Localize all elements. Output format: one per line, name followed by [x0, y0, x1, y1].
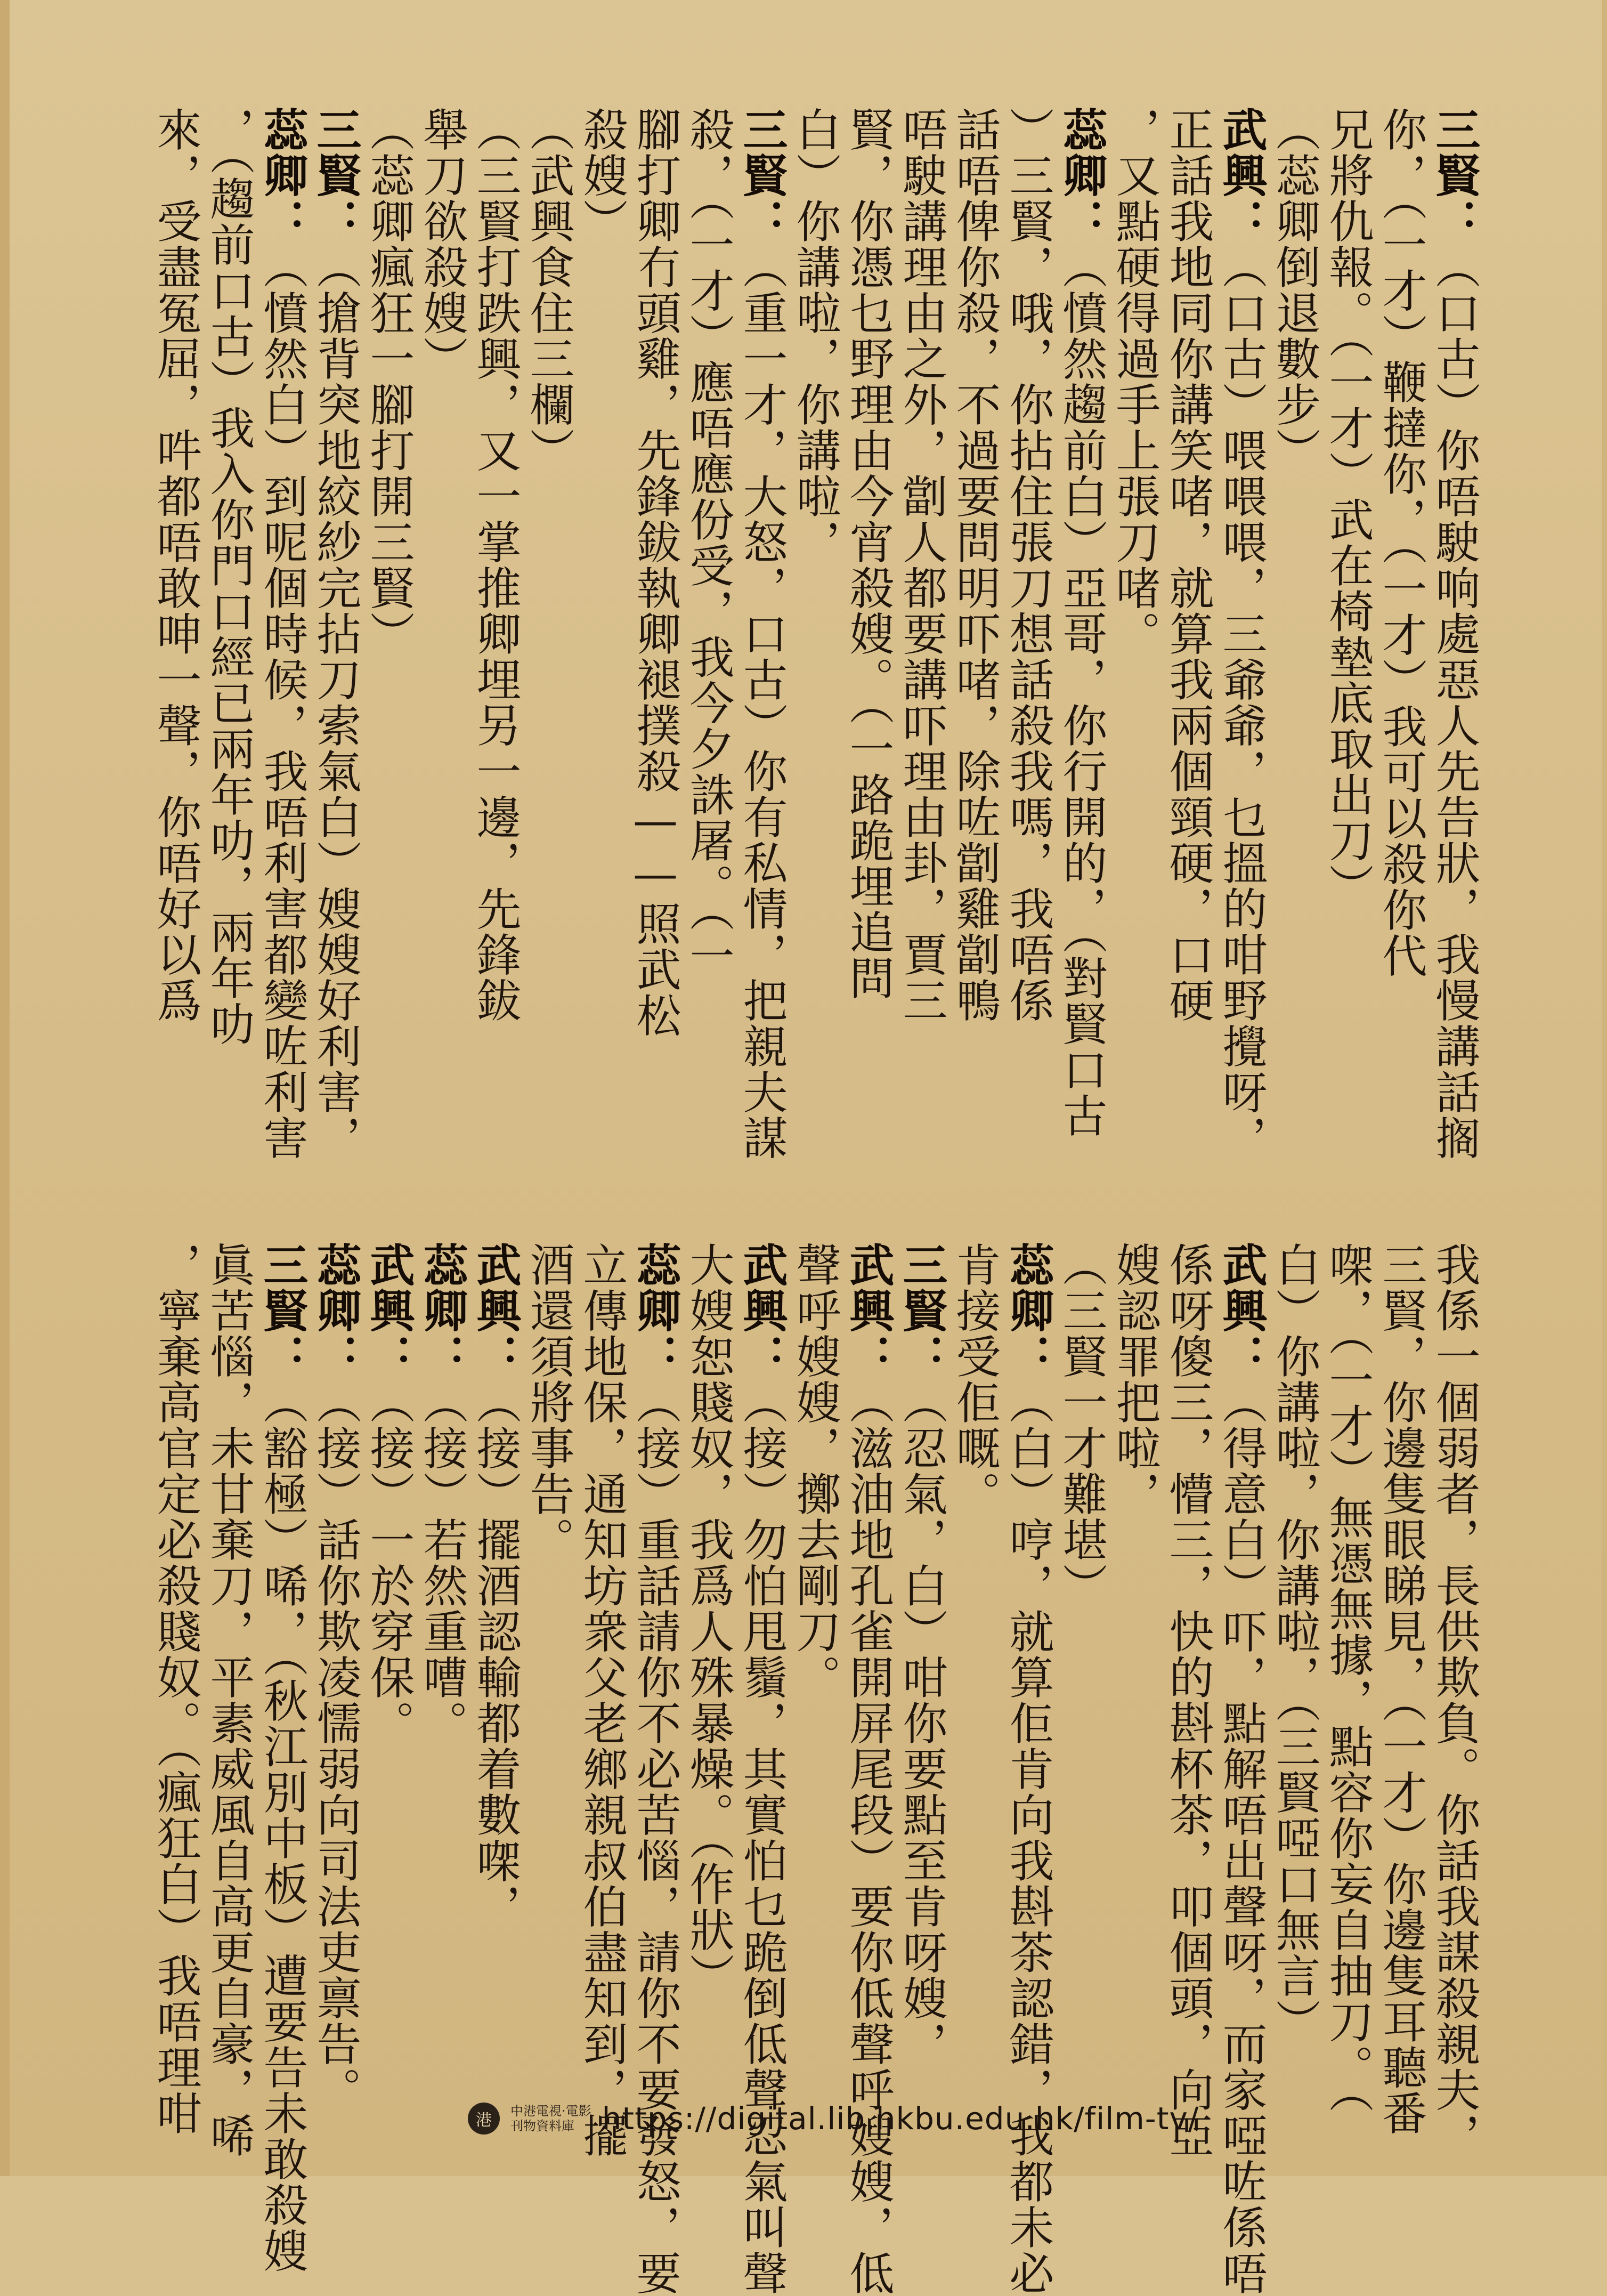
speaker-label: 蕊卿： [1002, 1242, 1055, 1379]
script-line [949, 107, 1001, 1135]
script-line [1056, 107, 1108, 1138]
script-line [470, 1242, 521, 2121]
line-text: 殺，（一才）應唔應份受，我今夕誅屠。（一 [683, 107, 735, 979]
line-text: 白）你講啦，你講啦， [789, 107, 841, 565]
line-text: 唔駛講理由之外，劏人都要講吓理由卦，賈三 [896, 107, 948, 1023]
script-line [1429, 1242, 1481, 2158]
script-line [1322, 107, 1374, 1135]
line-text: （豁極）唏，（秋江別中板）遭要告未敢殺嫂 [256, 1379, 309, 2274]
line-text: （得意白）吓，點解唔出聲呀，而家啞咗係唔 [1215, 1379, 1268, 2296]
script-line [417, 107, 468, 1135]
script-line [683, 107, 734, 1135]
line-text: 我係一個弱者，長供欺負。你話我謀殺親夫， [1429, 1242, 1481, 2158]
line-text: （接）重話請你不必苦惱，請你不要發怒，要 [629, 1379, 681, 2296]
script-line [1162, 1242, 1214, 2158]
line-text: （三賢打跌興，又一掌推卿埋另一邊，先鋒鈸 [469, 107, 522, 1023]
script-line [523, 1242, 574, 2121]
script-line [843, 107, 894, 1135]
script-line [1215, 1242, 1268, 2296]
script-line [203, 1242, 255, 2158]
line-text: （忍氣，白）咁你要點至肯呀嫂， [896, 1379, 948, 2067]
speaker-label: 武興： [842, 1242, 895, 1379]
line-text: ，又點硬得過手上張刀啫。 [1109, 107, 1161, 657]
speaker-label: 武興： [1215, 1242, 1268, 1379]
line-text: （蕊卿倒退數步） [1269, 107, 1321, 473]
script-line [310, 107, 362, 1161]
line-text: （口古）你唔駛响處惡人先告狀，我慢講話搁 [1429, 244, 1481, 1161]
script-line [1375, 1242, 1427, 2136]
line-text: ）三賢，哦，你拈住張刀想話殺我嗎，我唔係 [1002, 107, 1054, 1023]
top-text-block [150, 107, 1481, 1161]
speaker-label: 蕊卿： [256, 107, 309, 244]
script-line [629, 1242, 682, 2296]
script-line [1269, 1242, 1320, 2121]
line-text: （口古）喂喂喂，三爺爺，乜搵的咁野攪呀， [1215, 244, 1268, 1161]
line-text: （滋油地孔雀開屏尾段）要你低聲呼嫂嫂，低 [842, 1379, 895, 2296]
line-text: 兄將仇報。（一才）武在椅墊底取出刀） [1322, 107, 1374, 909]
line-text: 係呀傻三，懵三，快的斟杯茶，叩個頭，向亞 [1162, 1242, 1214, 2158]
script-line [1056, 1242, 1107, 2121]
script-line [1322, 1242, 1374, 2121]
source-url[interactable]: https://digital.lib.hkbu.edu.hk/film-tv/ [602, 2100, 1199, 2137]
line-text: 酒還須將事告。 [523, 1242, 575, 1563]
line-text: （接）話你欺凌懦弱向司法吏禀告。 [310, 1379, 362, 2113]
line-text: （白）哼，就算佢肯向我斟茶認錯，我都未必 [1002, 1379, 1054, 2296]
script-line [256, 1242, 309, 2274]
speaker-label: 三賢： [1429, 107, 1481, 244]
script-line [204, 107, 255, 1135]
script-line [150, 107, 201, 1135]
speaker-label: 武興： [469, 1242, 522, 1379]
line-text: 你，（一才）鞭撻你，（一才）我可以殺你代 [1375, 107, 1427, 979]
line-text: 話唔俾你殺，不過要問明吓啫，除咗劏雞劏鴨 [949, 107, 1001, 1023]
script-line [736, 1242, 789, 2296]
script-line [842, 1242, 895, 2296]
line-text: （接）若然重嘈。 [416, 1379, 468, 1746]
line-text: 眞苦惱，未甘棄刀，平素威風自高更自豪，唏 [203, 1242, 255, 2158]
script-line [1109, 1242, 1160, 2121]
line-text: （接）擺酒認輸都着數㗎， [469, 1379, 522, 1929]
line-text: （蕊卿瘋狂一腳打開三賢） [363, 107, 415, 657]
line-text: （武興食住三欄） [523, 107, 575, 473]
line-text: 正話我地同你講笑啫，就算我兩個頸硬，口硬 [1162, 107, 1214, 1023]
line-text: 嫂認罪把啦， [1109, 1242, 1161, 1517]
line-text: 腳打卿冇頭雞，先鋒鈸執卿褪撲殺——照武松 [629, 107, 681, 1038]
script-line [1109, 107, 1160, 1135]
line-text: 大嫂恕賤奴，我爲人殊暴燥。（作狀） [683, 1242, 735, 1999]
script-line [896, 1242, 947, 2121]
script-line [1376, 107, 1427, 1135]
script-line [256, 107, 309, 1161]
script-line [363, 107, 415, 1135]
line-text: 來，受盡冤屈，吽都唔敢呻一聲，你唔好以爲 [150, 107, 202, 1023]
script-line [150, 1242, 202, 2136]
line-text: 白）你講啦，你講啦，（三賢啞口無言） [1269, 1242, 1321, 2044]
line-text: 殺嫂） [576, 107, 628, 244]
script-line [949, 1242, 1001, 2121]
line-text: 賢，你憑乜野理由今宵殺嫂。（一路跪埋追問 [842, 107, 895, 1001]
line-text: 㗎，（一才）無憑無據，點容你妄自抽刀。（ [1322, 1242, 1374, 2114]
speaker-label: 蕊卿： [310, 1242, 362, 1379]
line-text: 舉刀欲殺嫂） [416, 107, 468, 382]
speaker-label: 武興： [363, 1242, 416, 1379]
speaker-label: 武興： [736, 1242, 789, 1379]
speaker-label: 蕊卿： [416, 1242, 469, 1379]
speaker-label: 三賢： [896, 1242, 948, 1379]
speaker-label: 三賢： [310, 107, 362, 244]
script-line [896, 107, 947, 1135]
script-line [1429, 107, 1481, 1161]
line-text: （三賢一才難堪） [1056, 1242, 1108, 1608]
line-text: 立傳地保，通知坊衆父老鄉親叔伯盡知到，擺 [576, 1242, 628, 2158]
speaker-label: 武興： [1215, 107, 1268, 244]
line-text: （接）一於穿保。 [363, 1379, 415, 1746]
library-logo-icon: 港 [468, 2103, 500, 2135]
footer-watermark [468, 2095, 1199, 2143]
script-line [363, 1242, 415, 2121]
speaker-label: 蕊卿： [1056, 107, 1108, 244]
line-text: 肯接受佢嘅。 [949, 1242, 1001, 1517]
script-line [576, 1242, 628, 2158]
script-line [1215, 107, 1268, 1161]
script-line [470, 107, 521, 1135]
library-name-line2: 刊物資料庫 [510, 2119, 574, 2133]
library-name [510, 2104, 591, 2133]
script-line [577, 107, 628, 1135]
script-line [630, 107, 681, 1135]
line-text: ，（趨前口古）我入你門口經已兩年叻，兩年叻 [203, 107, 255, 1047]
script-line [1269, 107, 1320, 1135]
line-text: ，寧棄高官定必殺賤奴。（瘋狂白）我唔理咁 [150, 1242, 202, 2136]
script-line [523, 107, 574, 1135]
library-name-line1: 中港電視·電影 [510, 2104, 591, 2119]
line-text: 三賢，你邊隻眼睇見，（一才）你邊隻耳聽番 [1375, 1242, 1427, 2136]
speaker-label: 三賢： [736, 107, 789, 244]
line-text: （憤然白）到呢個時候，我唔利害都變咗利害 [256, 244, 309, 1161]
line-text: 聲呼嫂嫂，擲去剛刀。 [789, 1242, 841, 1700]
script-line [790, 1242, 841, 2121]
line-text: （接）勿怕甩鬚，其實怕乜跪倒低聲忍氣叫聲 [736, 1379, 788, 2296]
script-line [1163, 107, 1214, 1135]
line-text: （憤然趨前白）亞哥，你行開的，（對賢口古 [1056, 244, 1108, 1138]
speaker-label: 三賢： [256, 1242, 309, 1379]
line-text: （搶背突地絞紗完拈刀索氣白）嫂嫂好利害， [310, 244, 362, 1161]
script-line [683, 1242, 734, 2121]
script-line [310, 1242, 361, 2121]
script-line [736, 107, 789, 1161]
script-line [1002, 1242, 1055, 2296]
speaker-label: 蕊卿： [629, 1242, 682, 1379]
script-line [417, 1242, 468, 2121]
script-line [790, 107, 841, 1135]
script-line [1003, 107, 1054, 1135]
line-text: （重一才，大怒，口古）你有私情，把親夫謀 [736, 244, 788, 1161]
